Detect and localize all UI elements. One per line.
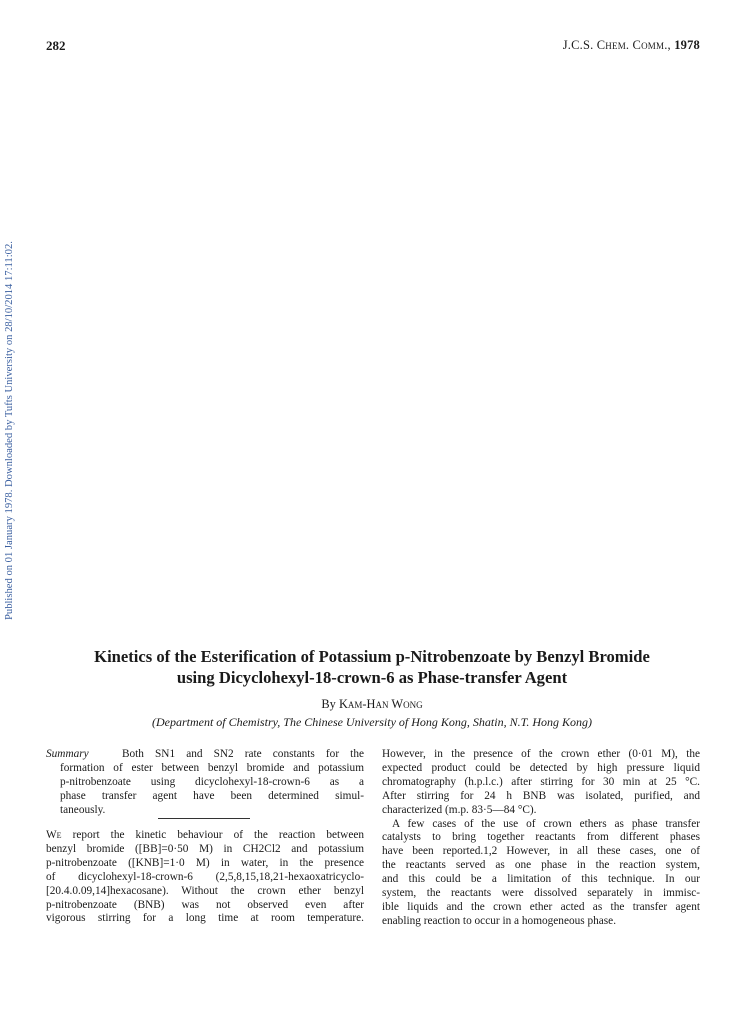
- body-left-column: [46, 829, 364, 926]
- author-name: Kam-Han Wong: [338, 697, 423, 711]
- journal-prefix: J.C.S.: [562, 38, 594, 52]
- right-p2-line-2: catalysts to bring together reactants from different phases: [382, 831, 700, 844]
- summary-line-2: formation of ester between benzyl bromide and potassium: [60, 761, 364, 774]
- right-p1-line-3: chromatography (h.p.l.c.) after stirring for 30 min at 25 °C.: [382, 775, 700, 788]
- section-divider: [158, 818, 250, 819]
- page-number: 282: [46, 38, 66, 53]
- right-p2-line-7: ible liquids and the crown ether acted as the transfer agent: [382, 900, 700, 913]
- body-line-7: vigorous stirring for a long time at room temperature.: [46, 912, 364, 925]
- body-line-2: benzyl bromide ([BB]=0·50 M) in CH2Cl2 and potassium: [46, 842, 364, 855]
- journal-year: 1978: [674, 38, 700, 52]
- right-p1-line-1: However, in the presence of the crown ether (0·01 M), the: [382, 748, 700, 760]
- summary-text-1: Both SN1 and SN2 rate constants for the: [121, 748, 364, 760]
- summary-label: Summary: [46, 748, 89, 760]
- right-p2-line-6: system, the reactants were dissolved separately in immisc-: [382, 887, 700, 900]
- summary-line-5: taneously.: [60, 803, 106, 816]
- byline: [40, 697, 704, 712]
- right-p1-line-2: expected product could be detected by high pressure liquid: [382, 761, 700, 774]
- title-line-2: using Dicyclohexyl-18-crown-6 as Phase-transfer Agent: [176, 668, 568, 687]
- body-right-column: [382, 748, 700, 929]
- body-line-6: p-nitrobenzoate (BNB) was not observed even after: [46, 898, 364, 911]
- right-p2-line-4: the reactants served as one phase in the reaction system,: [382, 859, 700, 872]
- summary-block: [46, 748, 364, 818]
- journal-name: Chem. Comm.,: [596, 38, 671, 52]
- summary-line-1: [46, 748, 364, 762]
- body-line-4: of dicyclohexyl-18-crown-6 (2,5,8,15,18,21-hexaoxatricyclo-: [46, 870, 364, 883]
- lead-word: We: [46, 829, 62, 841]
- body-line-1: [46, 829, 364, 843]
- affiliation: (Department of Chemistry, The Chinese University of Hong Kong, Shatin, N.T. Hong Kong): [151, 715, 593, 729]
- summary-line-3: p-nitrobenzoate using dicyclohexyl-18-crown-6 as a: [60, 775, 364, 788]
- right-p1-line-4: After stirring for 24 h BNB was isolated, purified, and: [382, 789, 700, 802]
- journal-header: [563, 38, 700, 53]
- right-p2-line-5: and this could be a limitation of this technique. In our: [382, 873, 700, 886]
- right-p2-line-1: A few cases of the use of crown ethers as phase transfer: [392, 817, 700, 830]
- title-line-1: Kinetics of the Esterification of Potassium p-Nitrobenzoate by Benzyl Bromide: [94, 647, 650, 666]
- download-watermark: [4, 220, 26, 620]
- body-line-1-text: report the kinetic behaviour of the reaction between: [72, 829, 365, 841]
- body-line-5: [20.4.0.09,14]hexacosane). Without the crown ether benzyl: [46, 884, 364, 897]
- right-p2-line-3: have been reported.1,2 However, in all these cases, one of: [382, 845, 700, 858]
- right-p2-line-8: enabling reaction to occur in a homogeneous phase.: [382, 914, 617, 927]
- byline-by: By: [321, 697, 336, 711]
- article-title: [40, 646, 704, 688]
- summary-line-4: phase transfer agent have been determined simul-: [60, 789, 364, 802]
- right-p1-line-5: characterized (m.p. 83·5—84 °C).: [382, 803, 537, 816]
- body-line-3: p-nitrobenzoate ([KNB]=1·0 M) in water, in the presence: [46, 856, 364, 869]
- download-note-text: Published on 01 January 1978. Downloaded by Tufts University on 28/10/2014 17:11:02.: [4, 241, 15, 620]
